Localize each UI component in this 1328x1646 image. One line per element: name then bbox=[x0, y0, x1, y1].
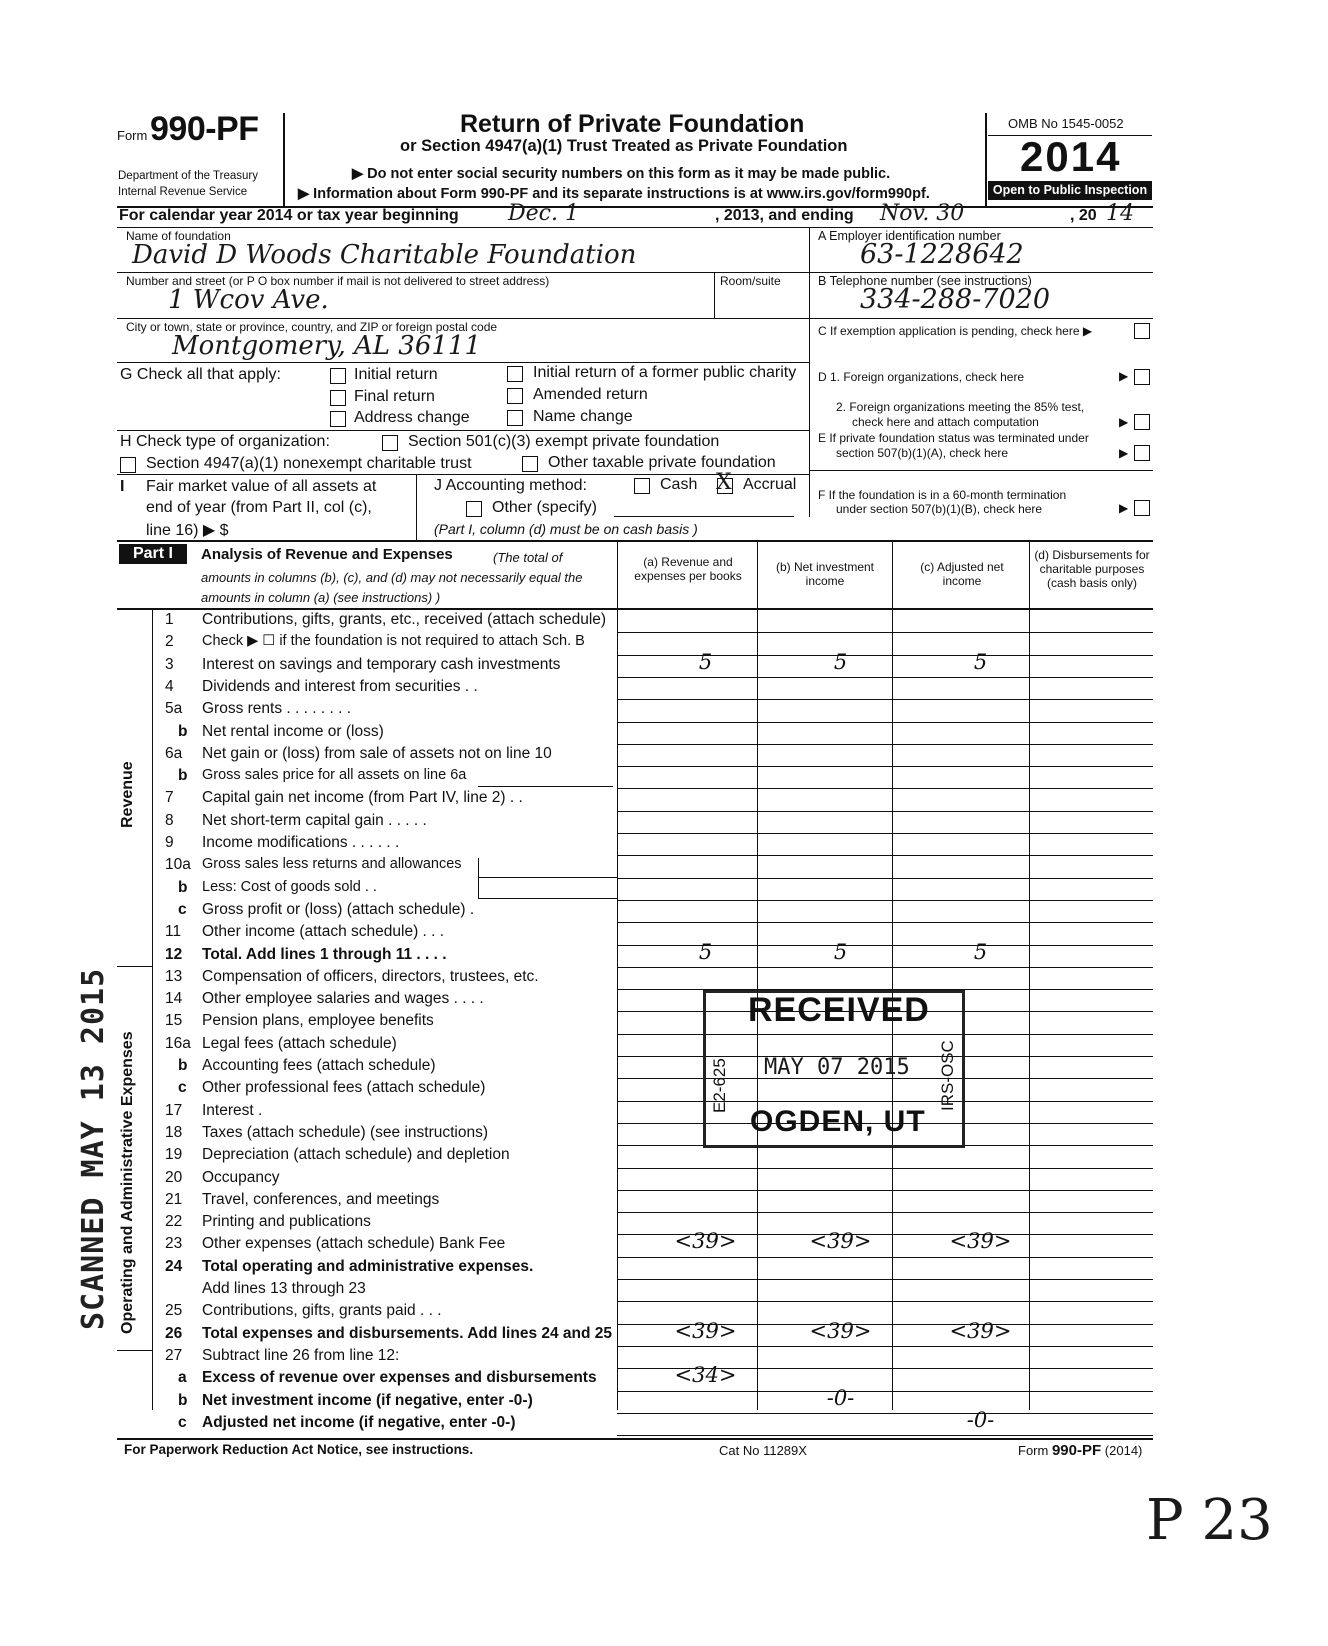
g-opt-name: Name change bbox=[533, 408, 633, 425]
table-row bbox=[153, 1407, 1153, 1435]
received-stamp bbox=[703, 990, 965, 1148]
check-d2b-label: check here and attach computation bbox=[852, 415, 1039, 429]
table-row bbox=[153, 1318, 1153, 1346]
table-row bbox=[153, 1034, 1153, 1056]
row-label: Depreciation (attach schedule) and depletion bbox=[202, 1146, 510, 1164]
row-label: Accounting fees (attach schedule) bbox=[202, 1057, 436, 1074]
table-row bbox=[153, 900, 1153, 922]
row-label: Check ▶ ☐ if the foundation is not required to attach Sch. B bbox=[202, 633, 585, 650]
part1-title: Analysis of Revenue and Expenses bbox=[201, 546, 453, 563]
form-title: Return of Private Foundation bbox=[460, 110, 805, 138]
city-label: City or town, state or province, country, and ZIP or foreign postal code bbox=[126, 320, 498, 334]
row-number: 18 bbox=[165, 1123, 183, 1141]
row-label: Excess of revenue over expenses and disbursements bbox=[202, 1369, 597, 1387]
g-initial-return-box[interactable] bbox=[330, 368, 346, 384]
row-label: Total. Add lines 1 through 11 . . . . bbox=[202, 945, 447, 963]
table-row bbox=[153, 744, 1153, 766]
row-col-b[interactable]: -0- bbox=[826, 1385, 855, 1410]
revenue-side-label: Revenue bbox=[119, 761, 136, 828]
footer-form-number: 990-PF bbox=[1051, 1442, 1102, 1459]
check-f-box[interactable] bbox=[1134, 500, 1150, 516]
h-501c3-box[interactable] bbox=[382, 435, 398, 451]
row-sub: c bbox=[178, 1413, 187, 1431]
row-sub: a bbox=[178, 1369, 187, 1387]
footer-form-prefix: Form bbox=[1018, 1443, 1049, 1458]
table-row bbox=[153, 788, 1153, 810]
received-stamp-city: OGDEN, UT bbox=[750, 1105, 926, 1138]
row-label: Occupancy bbox=[202, 1168, 280, 1186]
omb-number: OMB No 1545-0052 bbox=[1008, 116, 1124, 131]
expenses-side-label: Operating and Administrative Expenses bbox=[119, 1031, 136, 1334]
table-row bbox=[153, 1190, 1153, 1212]
form-subtitle: or Section 4947(a)(1) Trust Treated as Private Foundation bbox=[400, 137, 848, 155]
table-row bbox=[153, 766, 1153, 788]
j-other-box[interactable] bbox=[466, 501, 482, 517]
arrow-d1-icon: ▶ bbox=[1119, 369, 1129, 383]
foundation-street[interactable]: 1 Wcov Ave. bbox=[168, 285, 329, 315]
check-d1-box[interactable] bbox=[1134, 369, 1150, 385]
section-i-l2: end of year (from Part II, col (c), bbox=[146, 499, 372, 516]
col-d-head: (d) Disbursements for charitable purposes (cash basis only) bbox=[1034, 548, 1150, 590]
row-number: 27 bbox=[165, 1346, 183, 1364]
g-opt-former: Initial return of a former public charity bbox=[533, 364, 797, 381]
section-i-l3: line 16) ▶ $ bbox=[146, 522, 229, 539]
table-row bbox=[153, 1229, 1153, 1256]
page-note: P 23 bbox=[1146, 1488, 1273, 1553]
row-divider bbox=[617, 1435, 1153, 1436]
table-row bbox=[153, 1279, 1153, 1301]
row-label: Less: Cost of goods sold . . bbox=[202, 878, 377, 895]
table-row bbox=[153, 1346, 1153, 1368]
table-row bbox=[153, 1078, 1153, 1100]
dept-line2: Internal Revenue Service bbox=[118, 186, 248, 198]
row-sub: b bbox=[178, 722, 188, 740]
row-label: Dividends and interest from securities . . bbox=[202, 677, 478, 695]
table-row bbox=[153, 722, 1153, 744]
row-number: 16a bbox=[165, 1034, 191, 1052]
section-h-label: H Check type of organization: bbox=[120, 433, 330, 450]
row-label: Capital gain net income (from Part IV, line 2) . . bbox=[202, 789, 523, 807]
g-opt-final: Final return bbox=[354, 388, 435, 405]
row-sub: b bbox=[178, 767, 188, 785]
row-label: Gross rents . . . . . . . . bbox=[202, 700, 352, 718]
row-col-c[interactable]: -0- bbox=[966, 1407, 995, 1432]
row-number: 6a bbox=[165, 744, 183, 762]
row-number: 22 bbox=[165, 1213, 183, 1231]
table-row bbox=[153, 1145, 1153, 1167]
row-number: 5a bbox=[165, 700, 183, 718]
table-row bbox=[153, 649, 1153, 677]
row-label: Subtract line 26 from line 12: bbox=[202, 1346, 400, 1364]
row-label: Adjusted net income (if negative, enter -0-) bbox=[202, 1413, 516, 1431]
part1-tag: Part I bbox=[119, 544, 187, 564]
table-row bbox=[153, 677, 1153, 699]
row-sub: c bbox=[178, 1079, 187, 1097]
row-number: 1 bbox=[165, 611, 174, 628]
table-row bbox=[153, 1101, 1153, 1123]
foundation-city[interactable]: Montgomery, AL 36111 bbox=[172, 331, 482, 361]
table-row bbox=[153, 1123, 1153, 1145]
check-e-box[interactable] bbox=[1134, 445, 1150, 461]
footer-form-year: (2014) bbox=[1104, 1443, 1143, 1458]
room-label: Room/suite bbox=[720, 274, 781, 288]
row-label: Taxes (attach schedule) (see instructions) bbox=[202, 1123, 489, 1141]
row-number: 13 bbox=[165, 967, 183, 985]
received-stamp-code-right: IRS-OSC bbox=[938, 1040, 957, 1111]
row-number: 14 bbox=[165, 990, 183, 1008]
row-col-c[interactable]: 5 bbox=[973, 649, 988, 674]
footer-form-ref bbox=[1018, 1442, 1142, 1459]
phone-value[interactable]: 334-288-7020 bbox=[860, 284, 1051, 315]
row-label: Add lines 13 through 23 bbox=[202, 1280, 366, 1297]
part1-title-note: (The total of amounts in columns (b), (c), and (d) may not necessarily equal the amounts in column (a) (see instructions) ) bbox=[201, 550, 583, 605]
row-number: 12 bbox=[165, 945, 183, 963]
public-inspection-badge: Open to Public Inspection bbox=[988, 181, 1152, 200]
row-label: Other professional fees (attach schedule) bbox=[202, 1079, 486, 1097]
footer-cat: Cat No 11289X bbox=[719, 1443, 807, 1458]
j-cash-label: Cash bbox=[660, 476, 698, 493]
foundation-name[interactable]: David D Woods Charitable Foundation bbox=[132, 240, 637, 270]
section-g-label: G Check all that apply: bbox=[120, 366, 281, 383]
form-label: Form bbox=[117, 128, 148, 143]
g-opt-address: Address change bbox=[354, 409, 470, 426]
tax-year-end-prefix: , 20 bbox=[1070, 207, 1097, 224]
row-label: Contributions, gifts, grants paid . . . bbox=[202, 1302, 442, 1320]
form-number: 990-PF bbox=[150, 110, 259, 148]
check-e2-label: section 507(b)(1)(A), check here bbox=[836, 446, 1009, 460]
row-number: 8 bbox=[165, 811, 174, 829]
row-label: Printing and publications bbox=[202, 1213, 371, 1231]
j-cash-box[interactable] bbox=[634, 478, 650, 494]
row-number: 3 bbox=[165, 655, 174, 673]
row-number: 21 bbox=[165, 1190, 183, 1208]
notice-info: ▶ Information about Form 990-PF and its separate instructions is at www.irs.gov/form990pf. bbox=[298, 186, 930, 202]
h-opt2: Section 4947(a)(1) nonexempt charitable trust bbox=[146, 455, 472, 472]
arrow-d2-icon: ▶ bbox=[1119, 415, 1129, 429]
g-address-change-box[interactable] bbox=[330, 411, 346, 427]
tax-year: 2014 bbox=[1020, 133, 1122, 180]
footer-paperwork: For Paperwork Reduction Act Notice, see instructions. bbox=[124, 1442, 474, 1457]
table-row bbox=[153, 1363, 1153, 1390]
check-f2-label: under section 507(b)(1)(B), check here bbox=[836, 502, 1043, 516]
row-label: Total operating and administrative expenses. bbox=[202, 1257, 534, 1275]
row-label: Contributions, gifts, grants, etc., received (attach schedule) bbox=[202, 611, 607, 628]
g-final-return-box[interactable] bbox=[330, 390, 346, 406]
table-row bbox=[153, 833, 1153, 855]
table-row bbox=[153, 1257, 1153, 1279]
table-row bbox=[153, 699, 1153, 721]
table-row bbox=[153, 939, 1153, 967]
row-label: Interest . bbox=[202, 1101, 263, 1119]
g-name-change-box[interactable] bbox=[507, 410, 523, 426]
row-sub: c bbox=[178, 900, 187, 918]
check-e1-label: E If private foundation status was terminated under bbox=[818, 431, 1089, 445]
row-sub: b bbox=[178, 1057, 188, 1074]
row-col-a[interactable]: 5 bbox=[698, 649, 713, 674]
g-opt-amended: Amended return bbox=[533, 386, 648, 403]
table-row bbox=[153, 811, 1153, 833]
check-d1-label: D 1. Foreign organizations, check here bbox=[818, 370, 1025, 384]
j-other-label: Other (specify) bbox=[492, 499, 597, 516]
row-number: 7 bbox=[165, 789, 174, 807]
arrow-f-icon: ▶ bbox=[1119, 501, 1129, 515]
check-d2a-label: 2. Foreign organizations meeting the 85% test, bbox=[836, 400, 1085, 414]
table-row bbox=[153, 1011, 1153, 1033]
row-number: 26 bbox=[165, 1324, 183, 1342]
table-row bbox=[153, 855, 1153, 877]
row-number: 2 bbox=[165, 633, 174, 651]
arrow-e-icon: ▶ bbox=[1119, 446, 1129, 460]
tax-year-label: For calendar year 2014 or tax year beginning bbox=[119, 207, 459, 224]
g-amended-box[interactable] bbox=[507, 388, 523, 404]
received-stamp-code-left: E2-625 bbox=[710, 1058, 729, 1113]
j-accrual-mark: X bbox=[716, 470, 732, 495]
notice-ssn: ▶ Do not enter social security numbers on this form as it may be made public. bbox=[352, 166, 891, 182]
table-row bbox=[153, 1056, 1153, 1078]
row-sub: b bbox=[178, 878, 188, 896]
row-label: Total expenses and disbursements. Add lines 24 and 25 bbox=[202, 1324, 613, 1342]
row-number: 4 bbox=[165, 677, 174, 695]
row-label: Gross profit or (loss) (attach schedule) . bbox=[202, 900, 475, 918]
row-col-c[interactable]: <39> bbox=[949, 1229, 1012, 1254]
row-col-b[interactable]: 5 bbox=[833, 939, 848, 964]
g-opt-initial: Initial return bbox=[354, 366, 438, 383]
row-number: 25 bbox=[165, 1302, 183, 1320]
row-number: 20 bbox=[165, 1168, 183, 1186]
phone-label: B Telephone number (see instructions) bbox=[818, 274, 1032, 288]
col-b-head: (b) Net investment income bbox=[775, 560, 875, 588]
tax-year-end[interactable]: Nov. 30 bbox=[880, 201, 965, 226]
row-label: Gross sales less returns and allowances bbox=[202, 856, 462, 873]
section-i-l1: Fair market value of all assets at bbox=[146, 478, 377, 495]
g-former-charity-box[interactable] bbox=[507, 366, 523, 382]
row-number: 24 bbox=[165, 1257, 183, 1275]
h-opt1: Section 501(c)(3) exempt private foundation bbox=[408, 433, 720, 450]
row-label: Travel, conferences, and meetings bbox=[202, 1190, 440, 1208]
tax-year-begin[interactable]: Dec. 1 bbox=[508, 201, 579, 226]
row-sub: b bbox=[178, 1391, 188, 1409]
row-label: Other employee salaries and wages . . . . bbox=[202, 990, 484, 1008]
table-row bbox=[153, 989, 1153, 1011]
row-number: 19 bbox=[165, 1146, 183, 1164]
row-number: 15 bbox=[165, 1012, 183, 1030]
tax-year-end-year[interactable]: 14 bbox=[1106, 201, 1134, 226]
row-label: Compensation of officers, directors, trustees, etc. bbox=[202, 967, 539, 985]
row-label: Income modifications . . . . . . bbox=[202, 834, 400, 851]
tax-year-mid: , 2013, and ending bbox=[715, 207, 854, 224]
row-label: Other expenses (attach schedule) Bank Fee bbox=[202, 1235, 506, 1253]
row-number: 23 bbox=[165, 1235, 183, 1253]
j-accrual-label: Accrual bbox=[743, 476, 797, 493]
row-label: Net gain or (loss) from sale of assets not on line 10 bbox=[202, 744, 552, 762]
row-label: Legal fees (attach schedule) bbox=[202, 1034, 397, 1052]
row-number: 10a bbox=[165, 856, 191, 874]
row-number: 11 bbox=[165, 923, 182, 941]
row-col-b[interactable]: 5 bbox=[833, 649, 848, 674]
j-note: (Part I, column (d) must be on cash basis ) bbox=[434, 521, 698, 537]
ein-label: A Employer identification number bbox=[818, 229, 1001, 243]
table-row bbox=[153, 878, 1153, 900]
section-j-label: J Accounting method: bbox=[434, 477, 587, 494]
received-stamp-date: MAY 07 2015 bbox=[764, 1055, 910, 1080]
row-label: Net investment income (if negative, enter -0-) bbox=[202, 1391, 533, 1409]
table-row bbox=[153, 1168, 1153, 1190]
row-label: Interest on savings and temporary cash investments bbox=[202, 655, 561, 673]
table-row bbox=[153, 967, 1153, 989]
row-col-a[interactable]: <34> bbox=[674, 1363, 737, 1388]
row-number: 9 bbox=[165, 834, 174, 851]
h-other-taxable-box[interactable] bbox=[522, 456, 538, 472]
name-label: Name of foundation bbox=[126, 229, 231, 243]
check-c-box[interactable] bbox=[1134, 323, 1150, 339]
ein-value[interactable]: 63-1228642 bbox=[860, 239, 1024, 270]
check-f1-label: F If the foundation is in a 60-month termination bbox=[818, 488, 1067, 502]
received-stamp-title: RECEIVED bbox=[748, 991, 930, 1029]
row-col-c[interactable]: <39> bbox=[949, 1318, 1012, 1343]
check-c-label: C If exemption application is pending, check here ▶ bbox=[818, 324, 1093, 338]
row-col-a[interactable]: <39> bbox=[674, 1318, 737, 1343]
col-c-head: (c) Adjusted net income bbox=[920, 560, 1004, 588]
row-label: Other income (attach schedule) . . . bbox=[202, 923, 445, 941]
row-number: 17 bbox=[165, 1101, 183, 1119]
h-4947-box[interactable] bbox=[120, 457, 136, 473]
row-col-a[interactable]: <39> bbox=[674, 1229, 737, 1254]
row-col-b[interactable]: <39> bbox=[809, 1318, 872, 1343]
col-a-head: (a) Revenue and expenses per books bbox=[634, 555, 742, 583]
row-label: Gross sales price for all assets on line 6a bbox=[202, 767, 467, 784]
h-opt3: Other taxable private foundation bbox=[548, 454, 776, 471]
table-row bbox=[153, 610, 1153, 632]
row-label: Net rental income or (loss) bbox=[202, 722, 384, 740]
row-label: Pension plans, employee benefits bbox=[202, 1012, 434, 1030]
row-col-b[interactable]: <39> bbox=[809, 1229, 872, 1254]
row-col-c[interactable]: 5 bbox=[973, 939, 988, 964]
scanned-stamp: SCANNED MAY 13 2015 bbox=[76, 967, 111, 1330]
row-label: Net short-term capital gain . . . . . bbox=[202, 811, 427, 829]
check-d2-box[interactable] bbox=[1134, 414, 1150, 430]
street-label: Number and street (or P O box number if mail is not delivered to street address) bbox=[126, 274, 550, 288]
dept-line1: Department of the Treasury bbox=[118, 170, 258, 182]
row-col-a[interactable]: 5 bbox=[698, 939, 713, 964]
